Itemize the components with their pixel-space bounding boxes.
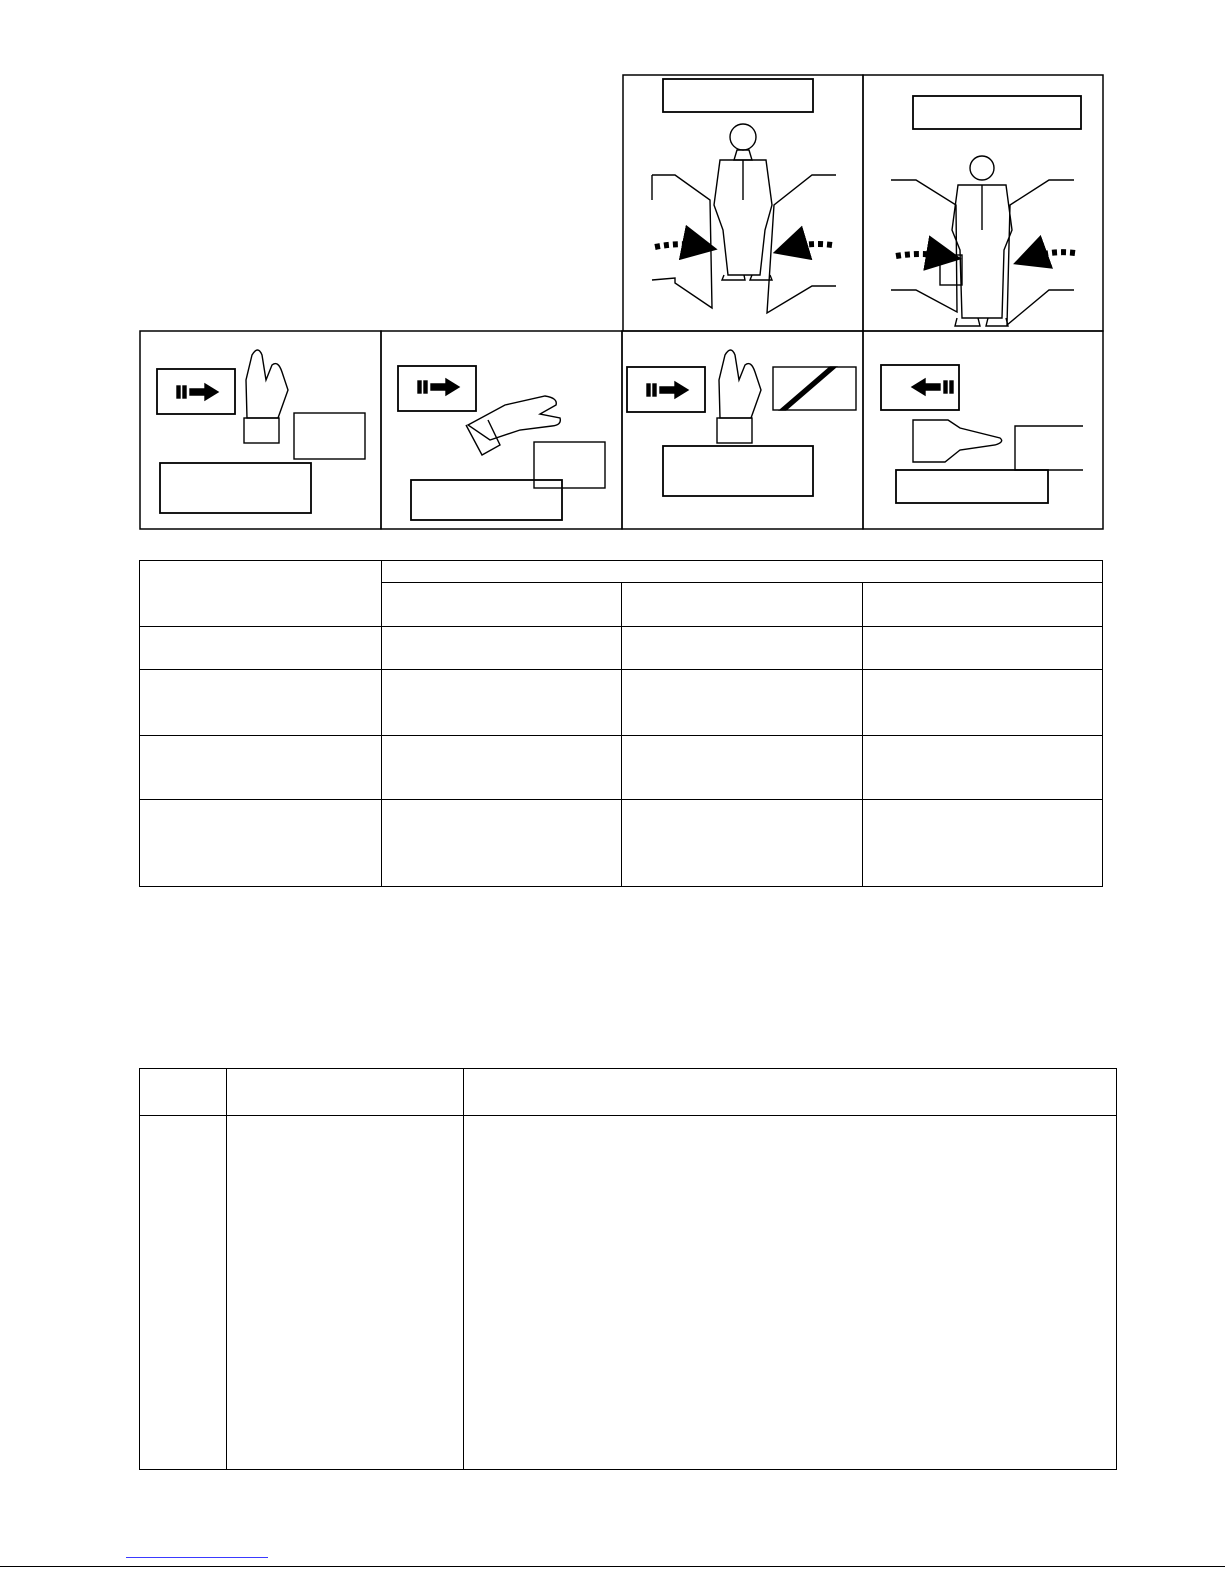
table-cell bbox=[226, 1116, 463, 1470]
table1-header-cell bbox=[140, 561, 382, 627]
description-table bbox=[139, 1068, 1117, 1470]
instruction-figure bbox=[0, 0, 1225, 540]
table-cell bbox=[140, 799, 382, 886]
panel-walk-through bbox=[652, 79, 836, 313]
table-cell bbox=[381, 799, 622, 886]
table2-header-cell bbox=[463, 1069, 1116, 1116]
panel-hand-left bbox=[881, 365, 1083, 503]
table-row bbox=[140, 1116, 1117, 1470]
table-cell bbox=[381, 735, 622, 799]
table1-subheader-cell bbox=[381, 583, 622, 627]
table-cell bbox=[863, 799, 1103, 886]
table-cell bbox=[622, 799, 863, 886]
table-cell bbox=[863, 670, 1103, 735]
table2-header-cell bbox=[226, 1069, 463, 1116]
table1-group-header bbox=[381, 561, 1102, 583]
table-cell bbox=[140, 1116, 227, 1470]
table-cell bbox=[140, 670, 382, 735]
footer-link[interactable] bbox=[126, 1557, 268, 1558]
table-row bbox=[140, 627, 1103, 670]
table-cell bbox=[863, 627, 1103, 670]
panel-hand-raised bbox=[157, 350, 365, 513]
table2-header-cell bbox=[140, 1069, 227, 1116]
panel-briefcase bbox=[891, 96, 1081, 326]
table-cell bbox=[381, 670, 622, 735]
table-cell bbox=[863, 735, 1103, 799]
table-row bbox=[140, 670, 1103, 735]
table-cell bbox=[381, 627, 622, 670]
table1-subheader-cell bbox=[863, 583, 1103, 627]
table-cell bbox=[140, 627, 382, 670]
table-cell bbox=[622, 627, 863, 670]
table-cell bbox=[622, 735, 863, 799]
panel-hand-flat bbox=[398, 366, 605, 520]
footer-divider bbox=[0, 1566, 1225, 1567]
panel-hand-card bbox=[627, 350, 856, 496]
specification-table bbox=[139, 560, 1103, 887]
table-cell bbox=[140, 735, 382, 799]
table1-subheader-cell bbox=[622, 583, 863, 627]
table-row bbox=[140, 735, 1103, 799]
table-cell bbox=[622, 670, 863, 735]
table-cell bbox=[463, 1116, 1116, 1470]
table-row bbox=[140, 799, 1103, 886]
